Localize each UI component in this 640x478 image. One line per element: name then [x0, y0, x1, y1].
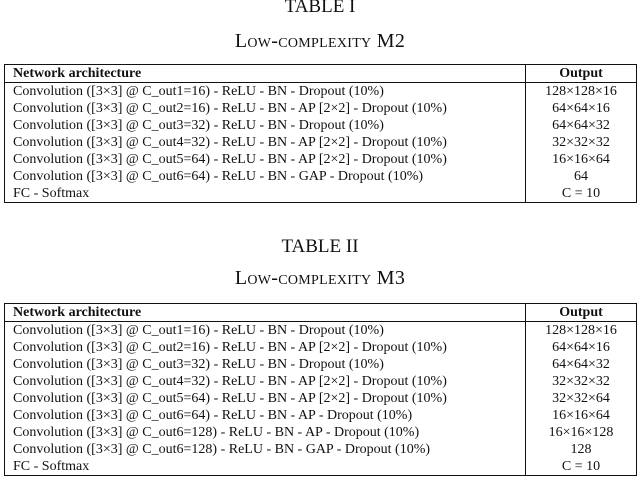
layer-cell: Convolution ([3×3] @ C_out2=16) - ReLU - BN - AP [2×2] - Dropout (10%) — [5, 339, 526, 356]
table-row — [5, 373, 637, 390]
output-cell: 128×128×16 — [526, 83, 637, 101]
output-cell: 64×64×32 — [526, 356, 637, 373]
table-row — [5, 117, 637, 134]
output-cell: C = 10 — [526, 185, 637, 203]
table-row — [5, 339, 637, 356]
layer-cell: Convolution ([3×3] @ C_out6=64) - ReLU - BN - AP - Dropout (10%) — [5, 407, 526, 424]
header-output: Output — [526, 65, 637, 83]
output-cell: 64 — [526, 168, 637, 185]
output-cell: 16×16×128 — [526, 424, 637, 441]
output-cell: 64×64×32 — [526, 117, 637, 134]
table-row — [5, 424, 637, 441]
layer-cell: Convolution ([3×3] @ C_out5=64) - ReLU - BN - AP [2×2] - Dropout (10%) — [5, 151, 526, 168]
output-cell: 64×64×16 — [526, 339, 637, 356]
output-cell: 32×32×32 — [526, 373, 637, 390]
table-2-caption: TABLE II — [281, 236, 359, 257]
layer-cell: Convolution ([3×3] @ C_out2=16) - ReLU - BN - AP [2×2] - Dropout (10%) — [5, 100, 526, 117]
table-row — [5, 83, 637, 101]
layer-cell: Convolution ([3×3] @ C_out3=32) - ReLU - BN - Dropout (10%) — [5, 117, 526, 134]
table-1-body — [5, 83, 637, 203]
table-row — [5, 441, 637, 458]
output-cell: 16×16×64 — [526, 151, 637, 168]
layer-cell: Convolution ([3×3] @ C_out6=128) - ReLU - BN - GAP - Dropout (10%) — [5, 441, 526, 458]
table-header-row — [5, 304, 637, 322]
header-output: Output — [526, 304, 637, 322]
table-row — [5, 185, 637, 203]
output-cell: 64×64×16 — [526, 100, 637, 117]
table-row — [5, 458, 637, 476]
layer-cell: FC - Softmax — [5, 458, 526, 476]
table-2 — [4, 303, 637, 476]
table-row — [5, 322, 637, 340]
output-cell: 128×128×16 — [526, 322, 637, 340]
table-1-caption: TABLE I — [284, 0, 356, 17]
output-cell: 32×32×32 — [526, 134, 637, 151]
table-1-title: Low-complexity M2 — [234, 30, 406, 52]
output-cell: 32×32×64 — [526, 390, 637, 407]
layer-cell: Convolution ([3×3] @ C_out6=128) - ReLU - BN - AP - Dropout (10%) — [5, 424, 526, 441]
table-row — [5, 356, 637, 373]
table-2-title: Low-complexity M3 — [234, 267, 406, 289]
table-1 — [4, 64, 637, 203]
table-row — [5, 407, 637, 424]
layer-cell: Convolution ([3×3] @ C_out3=32) - ReLU - BN - Dropout (10%) — [5, 356, 526, 373]
layer-cell: Convolution ([3×3] @ C_out4=32) - ReLU - BN - AP [2×2] - Dropout (10%) — [5, 134, 526, 151]
layer-cell: Convolution ([3×3] @ C_out1=16) - ReLU - BN - Dropout (10%) — [5, 322, 526, 340]
output-cell: 128 — [526, 441, 637, 458]
layer-cell: Convolution ([3×3] @ C_out6=64) - ReLU - BN - GAP - Dropout (10%) — [5, 168, 526, 185]
header-architecture: Network architecture — [5, 304, 526, 322]
table-row — [5, 100, 637, 117]
table-header-row — [5, 65, 637, 83]
table-2-body — [5, 322, 637, 476]
layer-cell: Convolution ([3×3] @ C_out4=32) - ReLU - BN - AP [2×2] - Dropout (10%) — [5, 373, 526, 390]
output-cell: C = 10 — [526, 458, 637, 476]
table-row — [5, 390, 637, 407]
layer-cell: FC - Softmax — [5, 185, 526, 203]
table-row — [5, 151, 637, 168]
layer-cell: Convolution ([3×3] @ C_out5=64) - ReLU - BN - AP [2×2] - Dropout (10%) — [5, 390, 526, 407]
header-architecture: Network architecture — [5, 65, 526, 83]
table-row — [5, 168, 637, 185]
table-row — [5, 134, 637, 151]
output-cell: 16×16×64 — [526, 407, 637, 424]
layer-cell: Convolution ([3×3] @ C_out1=16) - ReLU - BN - Dropout (10%) — [5, 83, 526, 101]
